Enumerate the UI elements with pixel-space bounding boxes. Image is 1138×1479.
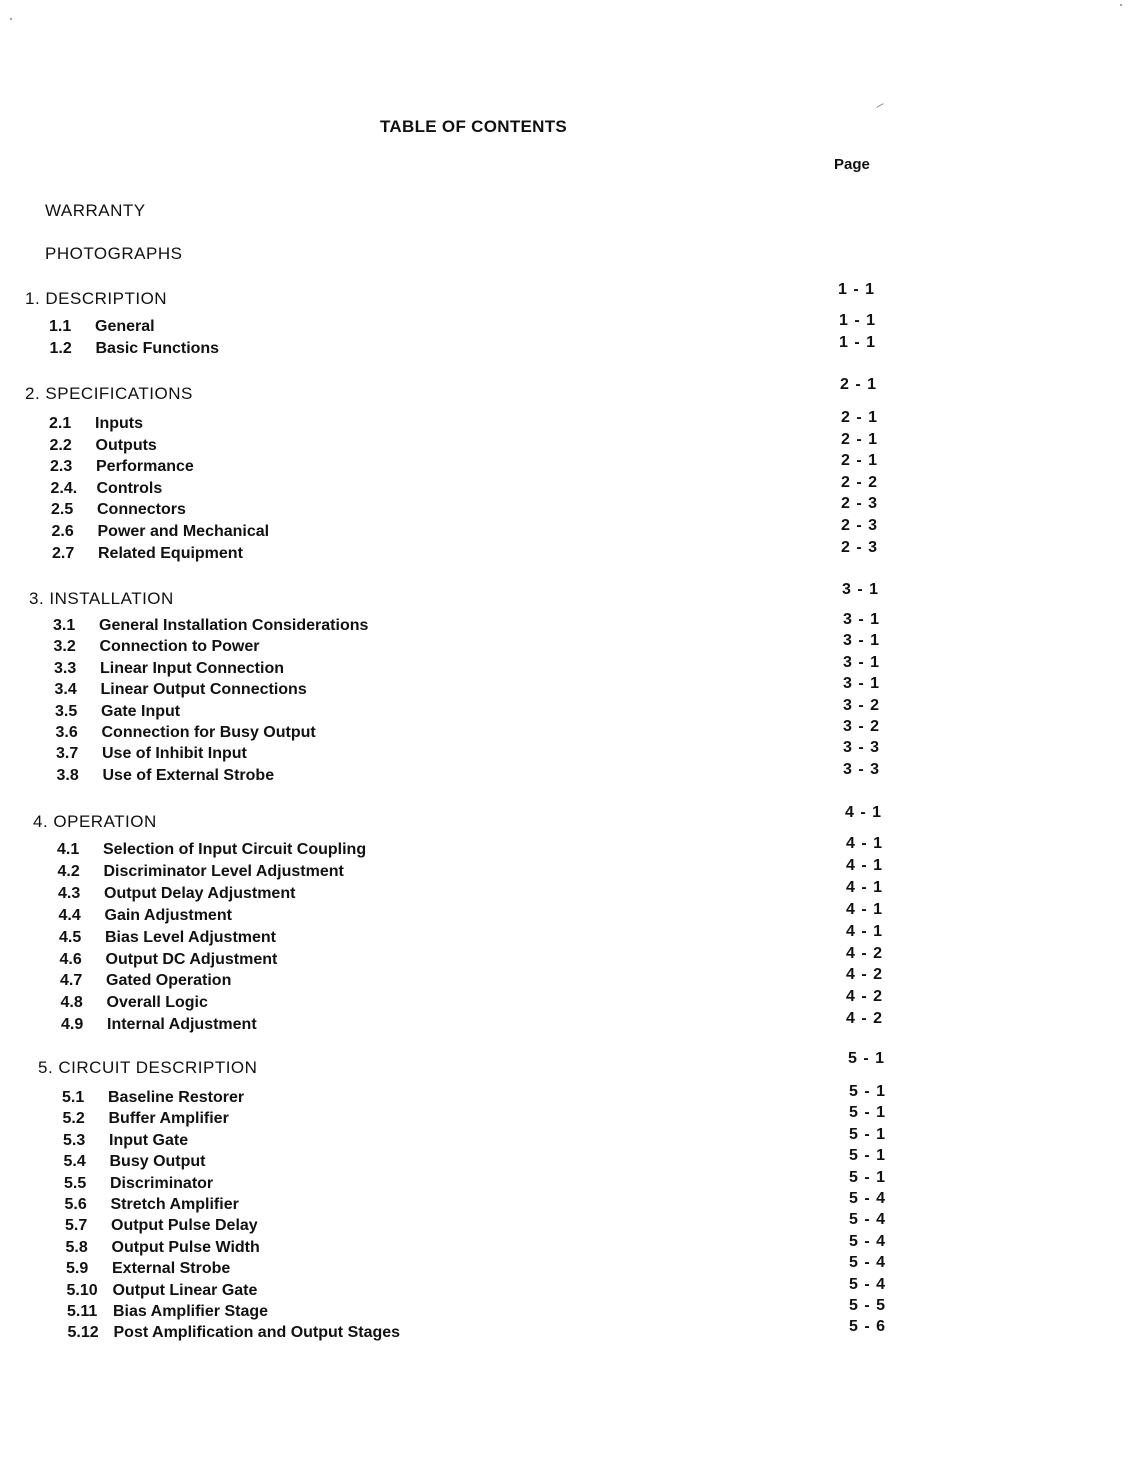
toc-item-label: Connection to Power: [99, 638, 260, 656]
toc-item-page-number: 4 - 1: [846, 835, 884, 852]
scan-speck: [10, 18, 12, 20]
toc-item-number: 3.5: [55, 702, 78, 720]
toc-item-number: 3.3: [54, 659, 77, 677]
toc-item-page-number: 3 - 1: [843, 653, 881, 671]
toc-item-page-number: 4 - 2: [846, 944, 884, 962]
toc-item: [59, 907, 232, 925]
toc-item-label: Use of External Strobe: [102, 766, 275, 784]
toc-item-label: Output Delay Adjustment: [104, 884, 296, 902]
toc-item-number: 4.1: [57, 841, 80, 858]
toc-item: [57, 841, 366, 859]
toc-item-page-number: 5 - 4: [849, 1232, 887, 1250]
toc-item-label: General Installation Considerations: [99, 617, 369, 634]
toc-item-number: 4.6: [59, 950, 82, 968]
toc-item-page-number: 2 - 1: [841, 409, 879, 426]
toc-item-page-number: 3 - 2: [843, 696, 881, 714]
toc-item-number: 4.5: [59, 928, 82, 946]
toc-item-page-number: 3 - 1: [843, 675, 881, 693]
toc-item: [58, 885, 295, 903]
toc-item-number: 4.8: [60, 994, 83, 1012]
toc-item: [59, 929, 276, 947]
toc-item-number: 2.7: [52, 544, 75, 562]
toc-item-number: 3.1: [53, 617, 76, 634]
toc-item-page-number: 1 - 1: [839, 312, 877, 329]
toc-item-number: 1.2: [49, 340, 72, 357]
toc-item: [64, 1153, 206, 1171]
toc-item-number: 5.8: [65, 1238, 88, 1256]
toc-item-label: Related Equipment: [98, 544, 243, 562]
toc-item: [51, 501, 186, 519]
toc-item: [50, 437, 157, 455]
toc-item-label: Output DC Adjustment: [105, 950, 278, 968]
toc-item: [67, 1303, 268, 1321]
toc-item-label: Internal Adjustment: [107, 1016, 257, 1034]
toc-item-label: Gate Input: [101, 702, 181, 720]
toc-item-label: Output Linear Gate: [112, 1281, 258, 1299]
toc-item: [52, 523, 270, 541]
toc-item-label: Discriminator: [110, 1174, 214, 1192]
toc-item-number: 5.6: [64, 1196, 87, 1213]
toc-item-label: Power and Mechanical: [97, 523, 270, 540]
toc-item-number: 4.4: [58, 906, 81, 924]
toc-item-number: 3.7: [56, 745, 79, 763]
toc-item-page-number: 5 - 1: [849, 1147, 887, 1165]
section-page-number: 1 - 1: [838, 281, 876, 298]
toc-item-label: General: [95, 318, 155, 335]
toc-item-page-number: 4 - 2: [846, 1010, 884, 1028]
toc-item-page-number: 2 - 1: [841, 452, 879, 470]
toc-item-number: 3.2: [53, 638, 76, 656]
toc-item: [64, 1175, 213, 1193]
scan-speck: [1120, 4, 1122, 6]
toc-item-label: Outputs: [95, 436, 157, 454]
toc-item-number: 2.2: [49, 436, 72, 454]
toc-item-number: 3.8: [56, 766, 79, 784]
toc-item: [55, 681, 307, 699]
toc-item-page-number: 2 - 3: [841, 538, 879, 556]
toc-item-number: 5.9: [66, 1260, 89, 1278]
toc-item: [61, 994, 208, 1012]
toc-item-page-number: 5 - 5: [849, 1297, 887, 1314]
toc-item: [65, 1196, 239, 1214]
toc-item-page-number: 5 - 1: [849, 1083, 887, 1100]
toc-item-number: 5.5: [64, 1174, 87, 1192]
toc-item: [54, 638, 260, 656]
toc-item-number: 2.6: [51, 523, 74, 540]
toc-item-label: Bias Level Adjustment: [105, 928, 277, 946]
toc-item-page-number: 5 - 1: [849, 1104, 887, 1122]
toc-item-label: Controls: [96, 479, 163, 497]
toc-item-page-number: 5 - 1: [849, 1168, 887, 1186]
toc-item-number: 4.7: [60, 972, 83, 990]
toc-item-number: 3.4: [54, 681, 77, 699]
toc-item-page-number: 3 - 3: [843, 739, 881, 757]
toc-item-label: Selection of Input Circuit Coupling: [103, 841, 367, 858]
section-page-number: 2 - 1: [840, 376, 878, 393]
section-page-number: 4 - 1: [845, 804, 883, 821]
toc-item: [55, 703, 180, 721]
toc-item: [62, 1089, 244, 1107]
toc-item-label: Post Amplification and Output Stages: [113, 1324, 401, 1342]
toc-item: [49, 318, 155, 336]
toc-item-page-number: 3 - 1: [843, 611, 881, 628]
toc-item-label: Output Pulse Delay: [111, 1217, 258, 1235]
toc-item: [49, 415, 143, 433]
toc-item-label: Linear Input Connection: [100, 659, 284, 677]
toc-item-page-number: 4 - 1: [846, 878, 884, 896]
toc-entry-warranty: WARRANTY: [45, 201, 146, 220]
scan-speck: [876, 103, 883, 108]
toc-item-page-number: 4 - 2: [846, 988, 884, 1006]
toc-item: [65, 1217, 258, 1235]
toc-item-label: Input Gate: [109, 1131, 189, 1149]
toc-item: [61, 1016, 257, 1034]
toc-item-label: External Strobe: [112, 1260, 231, 1278]
toc-item-label: Linear Output Connections: [100, 681, 307, 699]
toc-item-label: Basic Functions: [95, 340, 220, 357]
toc-entry-photographs: PHOTOGRAPHS: [45, 244, 183, 263]
toc-item-label: Discriminator Level Adjustment: [103, 862, 344, 880]
toc-item: [50, 340, 220, 358]
toc-item: [51, 480, 163, 498]
toc-item-number: 3.6: [55, 724, 78, 741]
section-title: 1. DESCRIPTION: [25, 289, 168, 308]
toc-item: [63, 1132, 188, 1150]
toc-item: [52, 545, 243, 563]
toc-item-number: 5.7: [65, 1217, 88, 1235]
toc-item-label: Connectors: [97, 501, 186, 519]
toc-item-label: Performance: [96, 458, 194, 476]
toc-item-page-number: 2 - 3: [841, 495, 879, 513]
toc-item-page-number: 3 - 3: [843, 760, 881, 778]
toc-item-number: 5.2: [62, 1110, 85, 1128]
toc-item: [56, 724, 316, 742]
toc-item-number: 5.3: [63, 1131, 86, 1149]
toc-item-label: Baseline Restorer: [108, 1089, 245, 1106]
toc-item-page-number: 2 - 2: [841, 473, 879, 491]
section-title: 2. SPECIFICATIONS: [25, 384, 193, 403]
toc-item: [53, 617, 368, 635]
toc-item: [50, 458, 194, 476]
page-title: TABLE OF CONTENTS: [380, 117, 568, 136]
toc-item-label: Gain Adjustment: [104, 906, 232, 924]
section-page-number: 5 - 1: [848, 1050, 886, 1067]
toc-item: [58, 863, 344, 881]
toc-item: [67, 1282, 258, 1300]
toc-item: [63, 1110, 229, 1128]
toc-item-page-number: 5 - 4: [849, 1254, 887, 1272]
toc-item-label: Output Pulse Width: [111, 1238, 260, 1256]
toc-item: [60, 951, 278, 969]
toc-item: [60, 972, 231, 990]
toc-item: [56, 745, 247, 763]
toc-item-label: Gated Operation: [106, 972, 232, 990]
toc-item-number: 4.3: [58, 884, 81, 902]
toc-item-number: 5.1: [62, 1089, 85, 1106]
toc-item-page-number: 2 - 1: [841, 430, 879, 448]
toc-item-number: 5.10: [66, 1281, 98, 1299]
toc-item-page-number: 4 - 1: [846, 922, 884, 940]
toc-item-label: Busy Output: [109, 1153, 206, 1171]
toc-item: [66, 1260, 230, 1278]
toc-item-page-number: 4 - 1: [846, 900, 884, 918]
toc-item-page-number: 2 - 3: [841, 517, 879, 534]
section-page-number: 3 - 1: [842, 581, 880, 598]
toc-item-number: 2.3: [50, 458, 73, 476]
page-column-heading: Page: [834, 156, 870, 173]
toc-item-page-number: 5 - 6: [849, 1318, 887, 1336]
toc-item: [57, 767, 275, 785]
section-title: 4. OPERATION: [33, 812, 157, 831]
toc-item-number: 5.4: [63, 1153, 86, 1171]
toc-item: [54, 660, 284, 678]
toc-item-label: Bias Amplifier Stage: [113, 1303, 269, 1320]
toc-item-page-number: 5 - 4: [849, 1275, 887, 1293]
toc-item-page-number: 1 - 1: [839, 334, 877, 351]
toc-item-page-number: 5 - 1: [849, 1125, 887, 1143]
toc-item-label: Connection for Busy Output: [101, 724, 316, 741]
toc-item-page-number: 5 - 4: [849, 1190, 887, 1207]
toc-item-page-number: 4 - 2: [846, 966, 884, 984]
toc-item-page-number: 5 - 4: [849, 1211, 887, 1229]
toc-item-number: 1.1: [49, 318, 72, 335]
toc-item-label: Stretch Amplifier: [110, 1196, 239, 1213]
toc-item-number: 2.1: [49, 415, 72, 432]
toc-item: [68, 1324, 401, 1342]
toc-item-number: 4.2: [57, 862, 80, 880]
toc-item-number: 5.12: [67, 1324, 99, 1342]
toc-item: [66, 1239, 260, 1257]
toc-item-label: Use of Inhibit Input: [102, 745, 247, 763]
toc-item-label: Inputs: [95, 415, 143, 432]
toc-item-number: 4.9: [61, 1016, 84, 1034]
toc-item-number: 2.5: [51, 501, 74, 519]
section-title: 5. CIRCUIT DESCRIPTION: [38, 1058, 258, 1077]
toc-item-number: 5.11: [67, 1303, 98, 1320]
toc-item-page-number: 3 - 1: [843, 632, 881, 650]
toc-item-page-number: 3 - 2: [843, 718, 881, 735]
toc-item-page-number: 4 - 1: [846, 856, 884, 874]
toc-item-label: Overall Logic: [106, 994, 208, 1012]
toc-item-label: Buffer Amplifier: [108, 1110, 229, 1128]
section-title: 3. INSTALLATION: [29, 589, 174, 608]
toc-item-number: 2.4.: [50, 479, 78, 497]
